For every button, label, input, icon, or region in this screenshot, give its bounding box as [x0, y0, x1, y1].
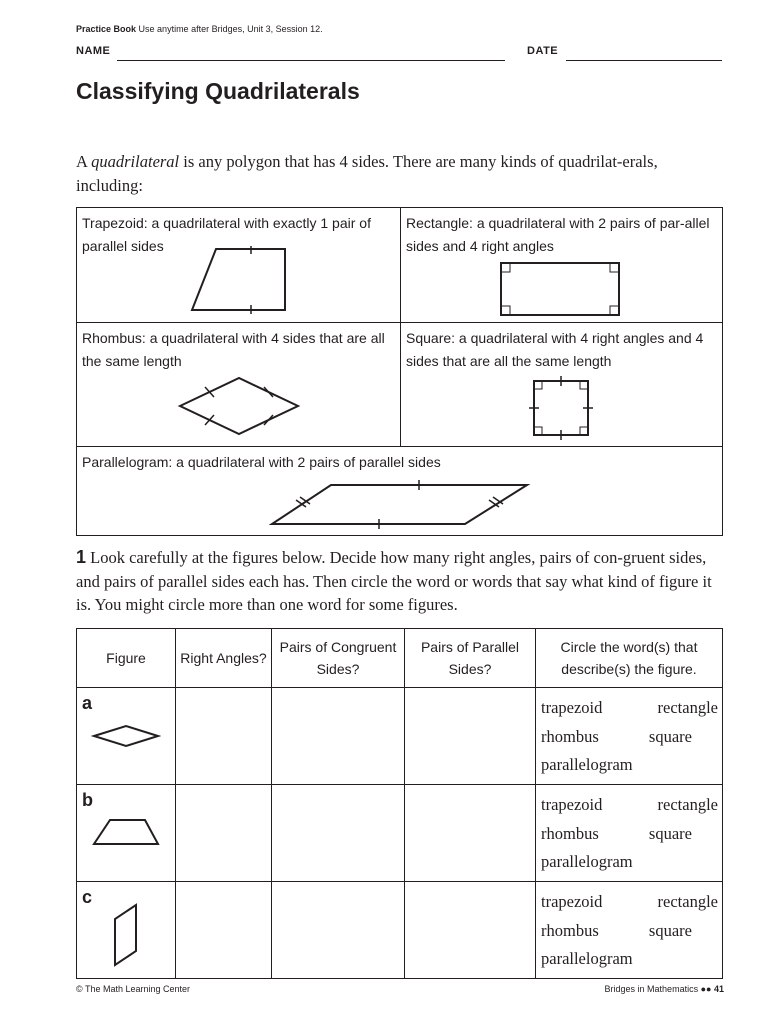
row-letter-a: a — [82, 693, 93, 713]
question-1-instructions — [76, 546, 724, 617]
parallel-sides-cell-b[interactable] — [405, 785, 536, 882]
word-parallelogram-a[interactable]: parallelogram — [541, 755, 633, 774]
rectangle-figure — [498, 260, 624, 318]
intro-term: quadrilateral — [91, 152, 180, 171]
question-number: 1 — [76, 547, 87, 567]
question-text: Look carefully at the figures below. Decide how many right angles, pairs of con-gruent sides, and pairs of parallel sides each has. Then circle the word or words that say what kind of figure it is. You might circle more than one word for some figures. — [76, 548, 712, 614]
table-row-a — [77, 688, 723, 785]
footer-copyright: © The Math Learning Center — [76, 984, 191, 994]
date-label: DATE — [527, 45, 559, 57]
word-trapezoid-a[interactable]: trapezoid — [541, 698, 603, 717]
header-figure: Figure — [77, 629, 176, 688]
trapezoid-figure — [189, 246, 289, 314]
word-trapezoid-c[interactable]: trapezoid — [541, 892, 603, 911]
parallelogram-figure — [269, 480, 531, 530]
right-angles-cell-a[interactable] — [176, 688, 272, 785]
header-circle-words: Circle the word(s) that describe(s) the figure. — [536, 629, 723, 688]
congruent-sides-cell-c[interactable] — [272, 882, 405, 979]
figure-cell-a — [77, 688, 176, 785]
word-square-a[interactable]: square — [648, 726, 692, 746]
footer-series: Bridges in Mathematics — [604, 984, 699, 994]
page-title: Classifying Quadrilaterals — [76, 78, 360, 104]
definition-cell-square — [401, 323, 723, 447]
definition-trapezoid: Trapezoid: a quadrilateral with exactly 1 pair of parallel sides — [82, 215, 371, 254]
definition-cell-trapezoid — [77, 208, 401, 323]
word-rhombus-a[interactable]: rhombus — [541, 726, 599, 746]
header-parallel-sides: Pairs of Parallel Sides? — [405, 629, 536, 688]
table-row-c — [77, 882, 723, 979]
congruent-sides-cell-b[interactable] — [272, 785, 405, 882]
figure-b-trapezoid-icon — [91, 817, 161, 847]
date-field-line[interactable] — [566, 60, 722, 61]
page-number: 41 — [713, 984, 724, 994]
table-header-row — [77, 629, 723, 688]
rhombus-figure — [177, 375, 301, 437]
name-label: NAME — [76, 45, 111, 57]
word-square-c[interactable]: square — [648, 920, 692, 940]
congruent-sides-cell-a[interactable] — [272, 688, 405, 785]
word-parallelogram-c[interactable]: parallelogram — [541, 949, 633, 968]
word-rhombus-c[interactable]: rhombus — [541, 920, 599, 940]
definition-rectangle: Rectangle: a quadrilateral with 2 pairs of par-allel sides and 4 right angles — [406, 215, 710, 254]
row-letter-c: c — [82, 887, 93, 907]
intro-before: A — [76, 152, 92, 171]
figure-a-rhombus-icon — [91, 723, 161, 749]
definition-square: Square: a quadrilateral with 4 right angles and 4 sides that are all the same length — [406, 330, 704, 369]
definition-cell-parallelogram — [77, 447, 723, 536]
right-angles-cell-c[interactable] — [176, 882, 272, 979]
practice-book-label: Practice Book — [76, 24, 137, 34]
words-cell-b — [536, 785, 723, 882]
name-field-line[interactable] — [117, 60, 505, 61]
header-congruent-sides: Pairs of Congruent Sides? — [272, 629, 405, 688]
word-square-b[interactable]: square — [648, 823, 692, 843]
figure-c-parallelogram-icon — [111, 902, 141, 968]
footer-page-info — [605, 984, 724, 994]
word-rectangle-c[interactable]: rectangle — [657, 892, 718, 911]
definition-parallelogram: Parallelogram: a quadrilateral with 2 pairs of parallel sides — [82, 454, 441, 470]
parallel-sides-cell-c[interactable] — [405, 882, 536, 979]
footer-dots-icon: ●● — [700, 984, 712, 994]
definition-cell-rhombus — [77, 323, 401, 447]
word-parallelogram-b[interactable]: parallelogram — [541, 852, 633, 871]
word-trapezoid-b[interactable]: trapezoid — [541, 795, 603, 814]
definitions-table — [76, 207, 723, 536]
words-cell-a — [536, 688, 723, 785]
figure-cell-b — [77, 785, 176, 882]
definition-rhombus: Rhombus: a quadrilateral with 4 sides that are all the same length — [82, 330, 385, 369]
practice-book-header — [76, 24, 323, 34]
row-letter-b: b — [82, 790, 93, 810]
classification-table — [76, 628, 723, 979]
word-rhombus-b[interactable]: rhombus — [541, 823, 599, 843]
words-cell-c — [536, 882, 723, 979]
figure-cell-c — [77, 882, 176, 979]
parallel-sides-cell-a[interactable] — [405, 688, 536, 785]
word-rectangle-a[interactable]: rectangle — [657, 698, 718, 717]
definition-cell-rectangle — [401, 208, 723, 323]
header-right-angles: Right Angles? — [176, 629, 272, 688]
intro-after: is any polygon that has 4 sides. There are many kinds of quadrilat-erals, including: — [76, 152, 658, 195]
intro-paragraph — [76, 150, 724, 198]
table-row-b — [77, 785, 723, 882]
square-figure — [527, 376, 595, 440]
word-rectangle-b[interactable]: rectangle — [657, 795, 718, 814]
right-angles-cell-b[interactable] — [176, 785, 272, 882]
practice-book-note: Use anytime after Bridges, Unit 3, Session 12. — [138, 24, 323, 34]
